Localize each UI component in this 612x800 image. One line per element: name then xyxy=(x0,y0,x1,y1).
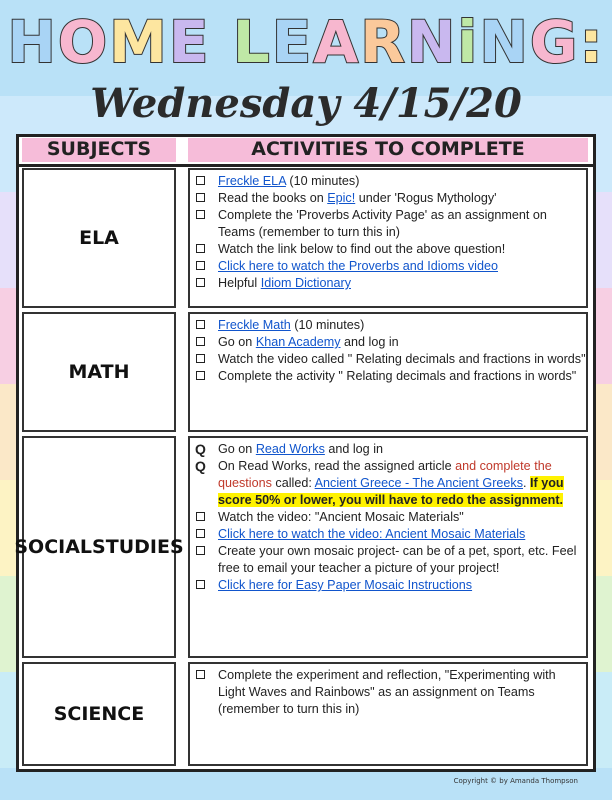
activities-cell-math xyxy=(188,312,588,432)
activity-list xyxy=(190,664,586,718)
subject-cell-math: MATH xyxy=(22,312,176,432)
checkbox-icon[interactable] xyxy=(196,261,205,270)
activities-cell-ela xyxy=(188,168,588,308)
activity-item xyxy=(194,667,586,718)
activity-item xyxy=(194,241,586,258)
activity-link[interactable]: Click here to watch the Proverbs and Idioms video xyxy=(218,259,498,273)
background-stripe xyxy=(0,784,612,800)
checkbox-icon[interactable] xyxy=(196,529,205,538)
activity-text: On Read Works, read the assigned article xyxy=(218,459,456,473)
page-subtitle-date: Wednesday 4/15/20 xyxy=(90,80,522,127)
activity-item xyxy=(194,441,586,458)
activity-item xyxy=(194,458,586,509)
page-title xyxy=(0,8,612,76)
checkbox-icon[interactable] xyxy=(196,244,205,253)
activity-link[interactable]: Epic! xyxy=(327,191,356,205)
activity-text: Complete the 'Proverbs Activity Page' as an assignment on Teams (remember to turn this in) xyxy=(218,208,547,239)
title-letter: E xyxy=(168,8,211,76)
activity-link[interactable]: Idiom Dictionary xyxy=(260,276,351,290)
title-letter: N xyxy=(479,8,530,76)
activity-link[interactable]: Freckle Math xyxy=(218,318,291,332)
activity-link[interactable]: Khan Academy xyxy=(255,335,341,349)
activity-text: Go on xyxy=(218,442,256,456)
title-letter: : xyxy=(579,8,605,76)
activity-item xyxy=(194,275,586,292)
title-letter: H xyxy=(7,8,58,76)
subject-label-part: SOCIAL xyxy=(14,535,93,558)
checkbox-icon[interactable]: Q xyxy=(195,441,206,457)
title-letter: O xyxy=(57,8,110,76)
activity-link[interactable]: Click here for Easy Paper Mosaic Instructions xyxy=(218,578,473,592)
checkbox-icon[interactable] xyxy=(196,278,205,287)
subjects-header: SUBJECTS xyxy=(22,138,176,162)
activities-cell-science xyxy=(188,662,588,766)
title-letter: R xyxy=(360,8,407,76)
title-letter: M xyxy=(109,8,169,76)
header-divider xyxy=(16,164,596,167)
activity-list xyxy=(190,170,586,292)
activity-item xyxy=(194,334,586,351)
subject-label-part: STUDIES xyxy=(92,535,184,558)
checkbox-icon[interactable] xyxy=(196,337,205,346)
activity-item xyxy=(194,577,586,594)
title-letter: i xyxy=(457,8,480,76)
activity-text: Create your own mosaic project- can be of a pet, sport, etc. Feel free to email your teacher a picture of your project! xyxy=(218,544,577,575)
activity-item xyxy=(194,190,586,207)
activity-text: Watch the video: "Ancient Mosaic Materials" xyxy=(218,510,464,524)
subject-cell-science: SCIENCE xyxy=(22,662,176,766)
activity-text: Complete the experiment and reflection, "Experimenting with Light Waves and Rainbows" as an assignment on Teams (remember to turn this in) xyxy=(218,668,556,716)
highlighted-warning: If you score 50% or lower, you will have to redo the assignment. xyxy=(218,476,564,507)
activity-text: under 'Rogus Mythology' xyxy=(355,191,497,205)
checkbox-icon[interactable] xyxy=(196,580,205,589)
checkbox-icon[interactable] xyxy=(196,546,205,555)
activity-item xyxy=(194,207,586,241)
activity-item xyxy=(194,526,586,543)
checkbox-icon[interactable] xyxy=(196,193,205,202)
copyright-note: Copyright © by Amanda Thompson xyxy=(453,777,578,785)
activity-list xyxy=(190,438,586,594)
activity-item xyxy=(194,368,586,385)
checkbox-icon[interactable] xyxy=(196,210,205,219)
activity-link[interactable]: Click here to watch the video: Ancient Mosaic Materials xyxy=(218,527,526,541)
title-letter: E xyxy=(271,8,314,76)
checkbox-icon[interactable] xyxy=(196,512,205,521)
activity-item xyxy=(194,543,586,577)
activity-text: . xyxy=(523,476,531,490)
checkbox-icon[interactable]: Q xyxy=(195,458,206,474)
activity-emphasis-text: and complete the questions xyxy=(218,459,552,490)
activity-text: Helpful xyxy=(218,276,261,290)
checkbox-icon[interactable] xyxy=(196,371,205,380)
activities-cell-social-studies xyxy=(188,436,588,658)
activity-list xyxy=(190,314,586,385)
activity-item xyxy=(194,317,586,334)
activity-item xyxy=(194,258,586,275)
activity-item xyxy=(194,173,586,190)
activity-text: Complete the activity " Relating decimals and fractions in words" xyxy=(218,369,577,383)
title-letter: A xyxy=(313,8,361,76)
activity-link[interactable]: Freckle ELA xyxy=(218,174,286,188)
activity-text: Watch the video called " Relating decimals and fractions in words" xyxy=(218,352,586,366)
activity-link[interactable]: Ancient Greece - The Ancient Greeks xyxy=(314,476,524,490)
activity-text: Go on xyxy=(218,335,256,349)
checkbox-icon[interactable] xyxy=(196,320,205,329)
activity-item xyxy=(194,509,586,526)
subject-cell-social-studies xyxy=(14,436,184,658)
title-letter: G xyxy=(529,8,580,76)
title-letter: N xyxy=(406,8,458,76)
checkbox-icon[interactable] xyxy=(196,176,205,185)
title-letter: L xyxy=(232,8,272,76)
checkbox-icon[interactable] xyxy=(196,354,205,363)
activity-text: (10 minutes) xyxy=(285,174,360,188)
activity-text: Read the books on xyxy=(218,191,328,205)
activity-text: Watch the link below to find out the above question! xyxy=(218,242,506,256)
activities-header: ACTIVITIES TO COMPLETE xyxy=(188,138,588,162)
activity-text: (10 minutes) xyxy=(290,318,365,332)
activity-link[interactable]: Read Works xyxy=(255,442,325,456)
checkbox-icon[interactable] xyxy=(196,670,205,679)
activity-item xyxy=(194,351,586,368)
subject-cell-ela: ELA xyxy=(22,168,176,308)
activity-text: and log in xyxy=(340,335,399,349)
activity-text: and log in xyxy=(324,442,383,456)
activity-text: called: xyxy=(271,476,315,490)
title-letter xyxy=(211,8,233,76)
